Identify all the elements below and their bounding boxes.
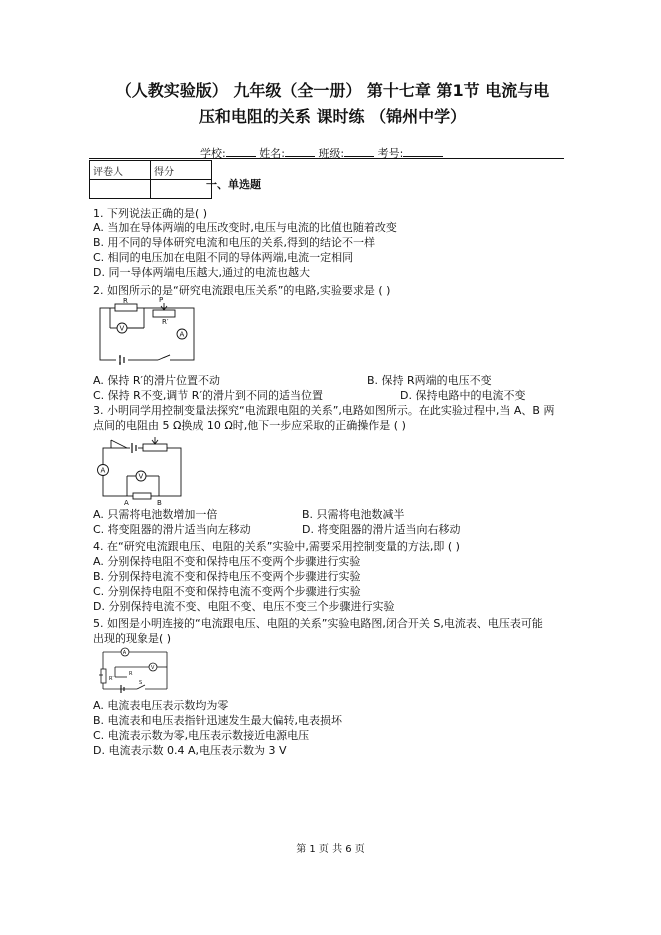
q1-option-c: C. 相同的电压加在电阻不同的导体两端,电流一定相同 — [93, 251, 354, 264]
q5-stem-line1: 5. 如图是小明连接的“电流跟电压、电阻的关系”实验电路图,闭合开关 S,电流表、电压表可能 — [93, 617, 543, 630]
q5-circuit-diagram — [97, 647, 177, 695]
q3-fig-point-b: B — [157, 499, 162, 507]
q5-fig-label-r: R — [129, 671, 133, 677]
q4-stem: 4. 在“研究电流跟电压、电阻的关系”实验中,需要采用控制变量的方法,即 ( ) — [93, 540, 460, 553]
class-blank[interactable] — [344, 146, 374, 157]
q3-fig-voltmeter: V — [138, 472, 144, 481]
q4-option-a: A. 分别保持电阻不变和保持电压不变两个步骤进行实验 — [93, 555, 361, 568]
title-line-1: （人教实验版） 九年级（全一册） 第十七章 第1节 电流与电 — [115, 81, 550, 100]
name-blank[interactable] — [285, 146, 315, 157]
q4-option-b: B. 分别保持电流不变和保持电压不变两个步骤进行实验 — [93, 570, 361, 583]
q1-stem: 1. 下列说法正确的是( ) — [93, 207, 208, 220]
score-header: 得分 — [151, 161, 212, 180]
q3-option-b: B. 只需将电池数减半 — [302, 508, 405, 521]
q5-option-d: D. 电流表示数 0.4 A,电压表示数为 3 V — [93, 744, 287, 757]
q2-stem: 2. 如图所示的是“研究电流跟电压关系”的电路,实验要求是 ( ) — [93, 284, 391, 297]
q1-option-a: A. 当加在导体两端的电压改变时,电压与电流的比值也随着改变 — [93, 221, 397, 234]
score-cell — [151, 180, 212, 199]
q2-fig-voltmeter: V — [119, 324, 125, 333]
q2-fig-label-r: R — [123, 297, 128, 305]
q2-fig-label-rp: R′ — [162, 318, 169, 326]
q2-fig-ammeter: A — [179, 330, 185, 339]
q5-fig-voltmeter: V — [151, 665, 155, 671]
q5-fig-label-rp: R′ — [109, 676, 114, 682]
q3-option-d: D. 将变阻器的滑片适当向右移动 — [302, 523, 461, 536]
q4-option-c: C. 分别保持电阻不变和保持电流不变两个步骤进行实验 — [93, 585, 361, 598]
q5-option-a: A. 电流表电压表示数均为零 — [93, 699, 229, 712]
section-title: 一、单选题 — [206, 178, 261, 191]
header-divider — [89, 158, 564, 159]
q3-fig-point-a: A — [124, 499, 129, 507]
q3-circuit-diagram — [97, 436, 187, 506]
score-table — [89, 160, 212, 199]
q3-option-a: A. 只需将电池数增加一倍 — [93, 508, 218, 521]
q1-option-d: D. 同一导体两端电压越大,通过的电流也越大 — [93, 266, 310, 279]
name-label: 姓名: — [259, 147, 285, 160]
document-title — [60, 78, 605, 130]
q5-fig-label-s: S — [139, 680, 143, 686]
grader-header: 评卷人 — [90, 161, 151, 180]
class-label: 班级: — [318, 147, 345, 160]
number-label: 考号: — [377, 147, 404, 160]
title-line-2: 压和电阻的关系 课时练 （锦州中学） — [198, 107, 467, 126]
q5-option-b: B. 电流表和电压表指针迅速发生最大偏转,电表损坏 — [93, 714, 343, 727]
q5-fig-ammeter: A — [122, 650, 127, 656]
q4-option-d: D. 分别保持电流不变、电阻不变、电压不变三个步骤进行实验 — [93, 600, 395, 613]
q2-option-c: C. 保持 R不变,调节 R′的滑片到不同的适当位置 — [93, 389, 323, 402]
school-label: 学校: — [200, 147, 226, 160]
q5-stem-line2: 出现的现象是( ) — [93, 632, 172, 645]
q2-fig-label-p: P — [159, 296, 164, 304]
q3-fig-ammeter: A — [100, 466, 106, 475]
school-blank[interactable] — [226, 146, 256, 157]
grader-cell — [90, 180, 151, 199]
q2-option-a: A. 保持 R′的滑片位置不动 — [93, 374, 220, 387]
q2-option-d: D. 保持电路中的电流不变 — [400, 389, 526, 402]
number-blank[interactable] — [403, 146, 443, 157]
q2-option-b: B. 保持 R两端的电压不变 — [367, 374, 492, 387]
q1-option-b: B. 用不同的导体研究电流和电压的关系,得到的结论不一样 — [93, 236, 376, 249]
q3-option-c: C. 将变阻器的滑片适当向左移动 — [93, 523, 251, 536]
q3-stem-line1: 3. 小明同学用控制变量法探究“电流跟电阻的关系”,电路如图所示。在此实验过程中,当 A、B 两 — [93, 404, 555, 417]
q2-circuit-diagram — [98, 296, 198, 370]
q3-stem-line2: 点间的电阻由 5 Ω换成 10 Ω时,他下一步应采取的正确操作是 ( ) — [93, 419, 406, 432]
q5-option-c: C. 电流表示数为零,电压表示数接近电源电压 — [93, 729, 310, 742]
page-footer: 第 1 页 共 6 页 — [296, 844, 365, 855]
